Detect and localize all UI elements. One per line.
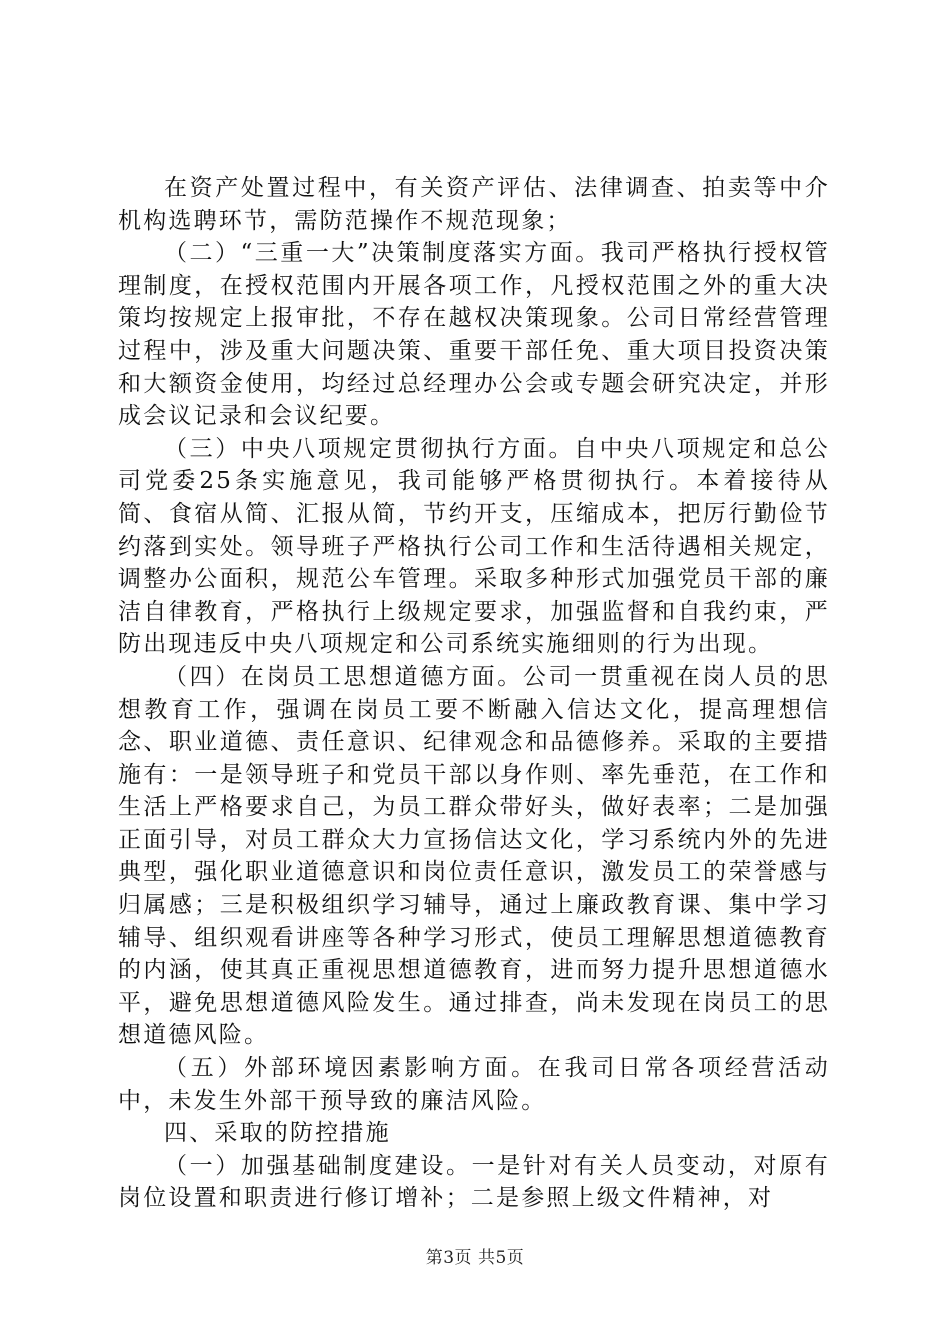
paragraph-external-environment: （五）外部环境因素影响方面。在我司日常各项经营活动中，未发生外部干预导致的廉洁风险。 xyxy=(118,1055,830,1114)
document-body xyxy=(118,172,830,1215)
paragraph-basic-system-construction: （一）加强基础制度建设。一是针对有关人员变动，对原有岗位设置和职责进行修订增补；二是参照上级文件精神，对 xyxy=(118,1152,830,1212)
paragraph-employee-ethics: （四）在岗员工思想道德方面。公司一贯重视在岗人员的思想教育工作，强调在岗员工要不断融入信达文化，提高理想信念、职业道德、责任意识、纪律观念和品德修养。采取的主要措施有：一是领导班子和党员干部以身作则、率先垂范，在工作和生活上严格要求自己，为员工群众带好头，做好表率；二是加强正面引导，对员工群众大力宣扬信达文化，学习系统内外的先进典型，强化职业道德意识和岗位责任意识，激发员工的荣誉感与归属感；三是积极组织学习辅导，通过上廉政教育课、集中学习辅导、组织观看讲座等各种学习形式，使员工理解思想道德教育的内涵，使其真正重视思想道德教育，进而努力提升思想道德水平，避免思想道德风险发生。通过排查，尚未发现在岗员工的思想道德风险。 xyxy=(118,663,830,1049)
paragraph-eight-regulations: （三）中央八项规定贯彻执行方面。自中央八项规定和总公司党委25条实施意见，我司能够严格贯彻执行。本着接待从简、食宿从简、汇报从简，节约开支，压缩成本，把厉行勤俭节约落到实处。领导班子严格执行公司工作和生活待遇相关规定，调整办公面积，规范公车管理。采取多种形式加强党员干部的廉洁自律教育，严格执行上级规定要求，加强监督和自我约束，严防出现违反中央八项规定和公司系统实施细则的行为出现。 xyxy=(118,435,830,658)
page-number-footer: 第3页 共5页 xyxy=(425,1248,525,1268)
paragraph-asset-disposal: 在资产处置过程中，有关资产评估、法律调查、拍卖等中介机构选聘环节，需防范操作不规范现象； xyxy=(118,175,830,234)
section-heading-prevention-measures: 四、采取的防控措施 xyxy=(164,1120,391,1147)
paragraph-three-major-one-large: （二）“三重一大”决策制度落实方面。我司严格执行授权管理制度，在授权范围内开展各项工作，凡授权范围之外的重大决策均按规定上报审批，不存在越权决策现象。公司日常经营管理过程中，涉及重大问题决策、重要干部任免、重大项目投资决策和大额资金使用，均经过总经理办公会或专题会研究决定，并形成会议记录和会议纪要。 xyxy=(118,240,830,430)
